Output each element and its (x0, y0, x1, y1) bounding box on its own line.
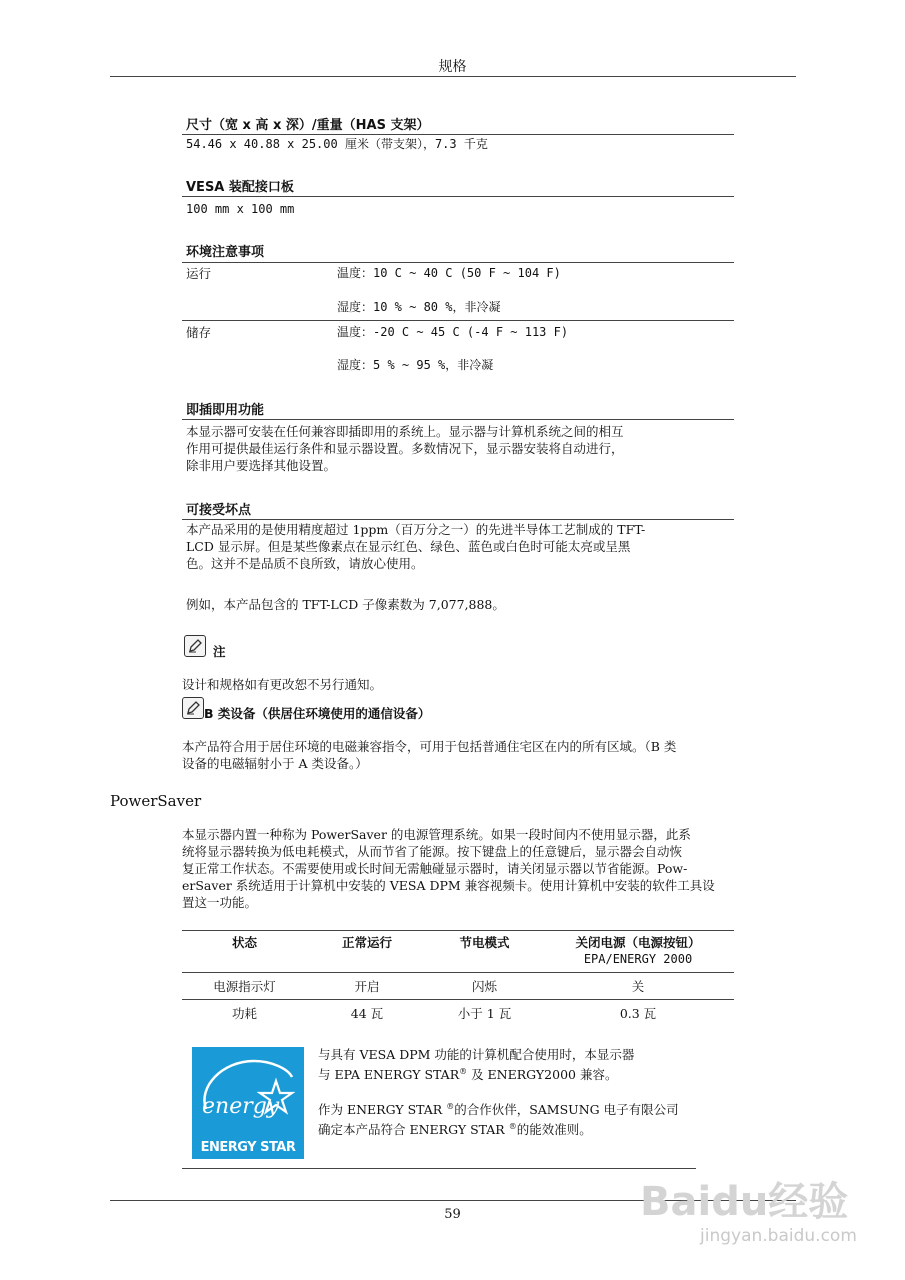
text-line: 与具有 VESA DPM 功能的计算机配合使用时，本显示器 (318, 1047, 635, 1062)
divider (182, 196, 734, 197)
plug-and-play-title: 即插即用功能 (186, 403, 265, 418)
env-storage-humidity: 湿度：5 % ~ 95 %，非冷凝 (337, 358, 494, 372)
text-line (318, 1063, 634, 1083)
text-line: 复正常工作状态。不需要使用或长时间无需触碰显示器时，请关闭显示器以节省能源。Pow- (182, 861, 688, 876)
text-line: 统将显示器转换为低电耗模式，从而节省了能源。按下键盘上的任意键后，显示器会自动恢 (182, 844, 683, 859)
pixel-policy-title: 可接受坏点 (186, 503, 252, 518)
text-fragment: 与 EPA ENERGY STAR (318, 1067, 460, 1083)
text-line: 设备的电磁辐射小于 A 类设备。） (182, 756, 368, 771)
class-b-device-label: B 类设备（供居住环境使用的通信设备） (204, 706, 431, 721)
watermark-brand: Baidu经验 (640, 1179, 849, 1225)
table-cell: 0.3 瓦 (619, 1006, 657, 1021)
note-icon (182, 697, 204, 719)
divider (182, 262, 734, 263)
energy-script-text: energy (202, 1094, 280, 1119)
table-row (182, 1000, 734, 1027)
page-header-title: 规格 (438, 59, 467, 75)
env-operating-label: 运行 (186, 266, 212, 281)
text-line: 本显示器可安装在任何兼容即插即用的系统上。显示器与计算机系统之间的相互 (186, 424, 624, 439)
text-fragment: 确定本产品符合 ENERGY STAR (318, 1122, 509, 1138)
table-header-line: EPA/ENERGY 2000 (583, 952, 693, 966)
text-fragment: 的合作伙伴，SAMSUNG 电子有限公司 (454, 1102, 679, 1118)
text-line: 色。这并不是品质不良所致，请放心使用。 (186, 556, 424, 571)
env-storage-label: 储存 (186, 325, 212, 340)
table-header-line: 关闭电源（电源按钮） (575, 935, 701, 950)
text-fragment: 作为 ENERGY STAR (318, 1102, 447, 1118)
size-weight-title: 尺寸（宽 x 高 x 深）/重量（HAS 支架） (186, 118, 430, 133)
power-mode-table (182, 932, 734, 1026)
text-line: 作用可提供最佳运行条件和显示器设置。多数情况下，显示器安装将自动进行， (186, 441, 624, 456)
pixel-policy-text (186, 521, 734, 572)
header-rule (110, 76, 796, 77)
plug-and-play-text (186, 423, 734, 474)
note-label: 注 (213, 644, 226, 659)
env-operating-humidity: 湿度：10 % ~ 80 %，非冷凝 (337, 300, 501, 314)
energy-star-label: ENERGY STAR (200, 1140, 296, 1155)
text-fragment: 的能效准则。 (516, 1122, 592, 1138)
note-icon (184, 635, 206, 657)
energy-bottom-rule (182, 1168, 696, 1169)
text-line: 本产品采用的是使用精度超过 1ppm（百万分之一）的先进半导体工艺制成的 TFT- (186, 522, 646, 537)
table-header: 正常运行 (307, 932, 427, 973)
table-cell: 开启 (307, 973, 427, 1000)
powersaver-text (182, 826, 802, 911)
registered-mark: ® (446, 1102, 455, 1111)
table-top-rule (182, 930, 734, 931)
energy-paragraph-2 (318, 1098, 679, 1138)
registered-mark: ® (459, 1067, 468, 1076)
watermark-url: jingyan.baidu.com (700, 1226, 857, 1246)
text-line (318, 1118, 679, 1138)
table-cell: 小于 1 瓦 (457, 1006, 512, 1021)
divider (182, 419, 734, 420)
text-line: LCD 显示屏。但是某些像素点在显示红色、绿色、蓝色或白色时可能太亮或呈黑 (186, 539, 631, 554)
table-header: 状态 (182, 932, 307, 973)
table-cell: 关 (542, 973, 734, 1000)
powersaver-title: PowerSaver (110, 792, 202, 810)
table-row (182, 973, 734, 1000)
energy-paragraph-1 (318, 1046, 634, 1083)
text-line: erSaver 系统适用于计算机中安装的 VESA DPM 兼容视频卡。使用计算机中安装的软件工具设 (182, 878, 715, 893)
table-cell: 闪烁 (427, 973, 542, 1000)
note-text: 设计和规格如有更改恕不另行通知。 (182, 677, 383, 692)
text-line: 除非用户要选择其他设置。 (186, 458, 337, 473)
table-header: 节电模式 (427, 932, 542, 973)
table-cell: 44 瓦 (350, 1006, 384, 1021)
environment-title: 环境注意事项 (186, 245, 265, 260)
text-line: 置这一功能。 (182, 895, 258, 910)
page-number: 59 (444, 1207, 461, 1222)
table-cell: 功耗 (231, 1006, 257, 1021)
registered-mark: ® (508, 1122, 517, 1132)
vesa-title: VESA 装配接口板 (186, 180, 294, 195)
text-line: 本产品符合用于居住环境的电磁兼容指令，可用于包括普通住宅区在内的所有区域。（B 类 (182, 739, 677, 754)
table-header (542, 932, 734, 973)
divider (182, 519, 734, 520)
text-fragment: 及 ENERGY2000 兼容。 (467, 1067, 618, 1083)
pixel-example: 例如，本产品包含的 TFT-LCD 子像素数为 7,077,888。 (186, 597, 505, 612)
text-line: 本显示器内置一种称为 PowerSaver 的电源管理系统。如果一段时间内不使用显示器，此系 (182, 827, 691, 842)
divider (182, 320, 734, 321)
divider (182, 134, 734, 135)
env-storage-temp: 温度：-20 C ~ 45 C (-4 F ~ 113 F) (337, 325, 569, 339)
env-operating-temp: 温度：10 C ~ 40 C (50 F ~ 104 F) (337, 266, 561, 280)
energy-star-logo (192, 1047, 304, 1159)
text-line (318, 1098, 679, 1118)
table-cell: 电源指示灯 (182, 973, 307, 1000)
size-weight-value: 54.46 x 40.88 x 25.00 厘米（带支架），7.3 千克 (186, 137, 488, 151)
vesa-value: 100 mm x 100 mm (186, 202, 295, 216)
class-b-device-text (182, 738, 802, 772)
